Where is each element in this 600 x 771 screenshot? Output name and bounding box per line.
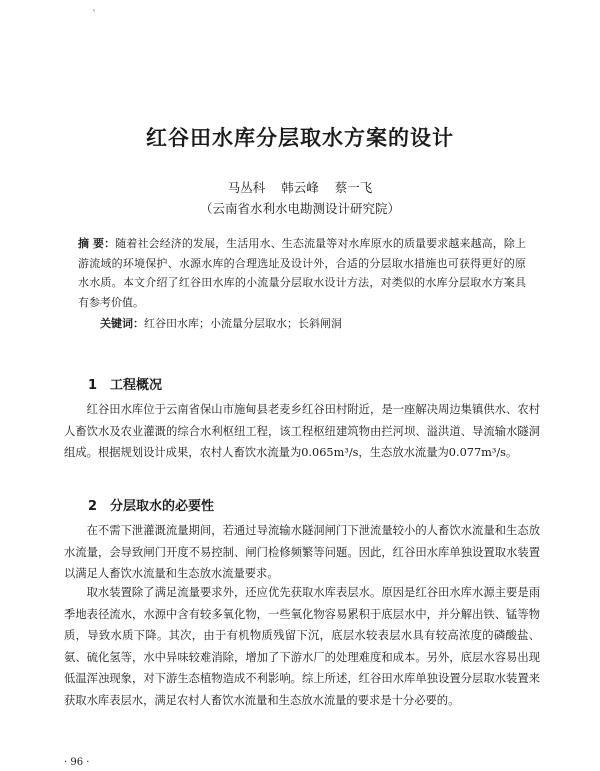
affiliation: （云南省水利水电勘测设计研究院） bbox=[199, 201, 400, 216]
section-number: 1 bbox=[88, 378, 98, 393]
section-title: 分层取水的必要性 bbox=[110, 499, 215, 514]
paragraph: 在不需下泄灌溉流量期间，若通过导流输水隧洞闸门下泄流量较小的人畜饮水流量和生态放水流量，会导致闸门开度不易控制、闸门检修频繁等问题。因此，红谷田水库单独设置取水装置以满足人畜饮水流量和生态放水流量要求。 bbox=[64, 524, 540, 580]
keywords-label: 关键词： bbox=[100, 317, 144, 330]
section-number: 2 bbox=[88, 499, 98, 514]
section-heading bbox=[88, 495, 214, 514]
section-title: 工程概况 bbox=[110, 378, 163, 393]
keywords-text: 红谷田水库；小流量分层取水；长斜闸洞 bbox=[144, 317, 342, 330]
keywords bbox=[100, 315, 530, 331]
paragraph: 红谷田水库位于云南省保山市施甸县老麦乡红谷田村附近，是一座解决周边集镇供水、农村人畜饮水及农业灌溉的综合水利枢纽工程，该工程枢纽建筑物由拦河坝、溢洪道、导流输水隧洞组成。根据规划设计成果，农村人畜饮水流量为0.065m³/s，生态放水流量为0.077m³/s。 bbox=[64, 403, 540, 459]
page-number: · 96 · bbox=[64, 757, 90, 768]
scan-mark: ` bbox=[92, 10, 97, 21]
abstract bbox=[78, 234, 526, 312]
paper-title: 红谷田水库分层取水方案的设计 bbox=[146, 126, 454, 150]
paragraph: 取水装置除了满足流量要求外，还应优先获取水库表层水。原因是红谷田水库水源主要是雨季地表径流水，水源中含有较多氧化物，一些氧化物容易累积于底层水中，并分解出铁、锰等物质，导致水质下降。其次，由于有机物质残留下沉，底层水较表层水具有较高浓度的磷酸盐、氨、硫化氢等，水中异味较难消除，增加了下游水厂的处理难度和成本。另外，底层水容易出现低温浑浊现象，对下游生态植物造成不利影响。综上所述，红谷田水库单独设置分层取水装置来获取水库表层水，满足农村人畜饮水流量和生态放水流量的要求是十分必要的。 bbox=[64, 586, 540, 707]
author-list: 马丛科 韩云峰 蔡一飞 bbox=[227, 180, 373, 195]
abstract-text: 随着社会经济的发展，生活用水、生态流量等对水库原水的质量要求越来越高，除上游流域的环境保护、水源水库的合理选址及设计外，合适的分层取水措施也可获得更好的原水水质。本文介绍了红谷田水库的小流量分层取水设计方法，对类似的水库分层取水方案具有参考价值。 bbox=[78, 237, 526, 309]
abstract-label: 摘 要： bbox=[78, 237, 116, 250]
section-heading bbox=[88, 374, 162, 393]
